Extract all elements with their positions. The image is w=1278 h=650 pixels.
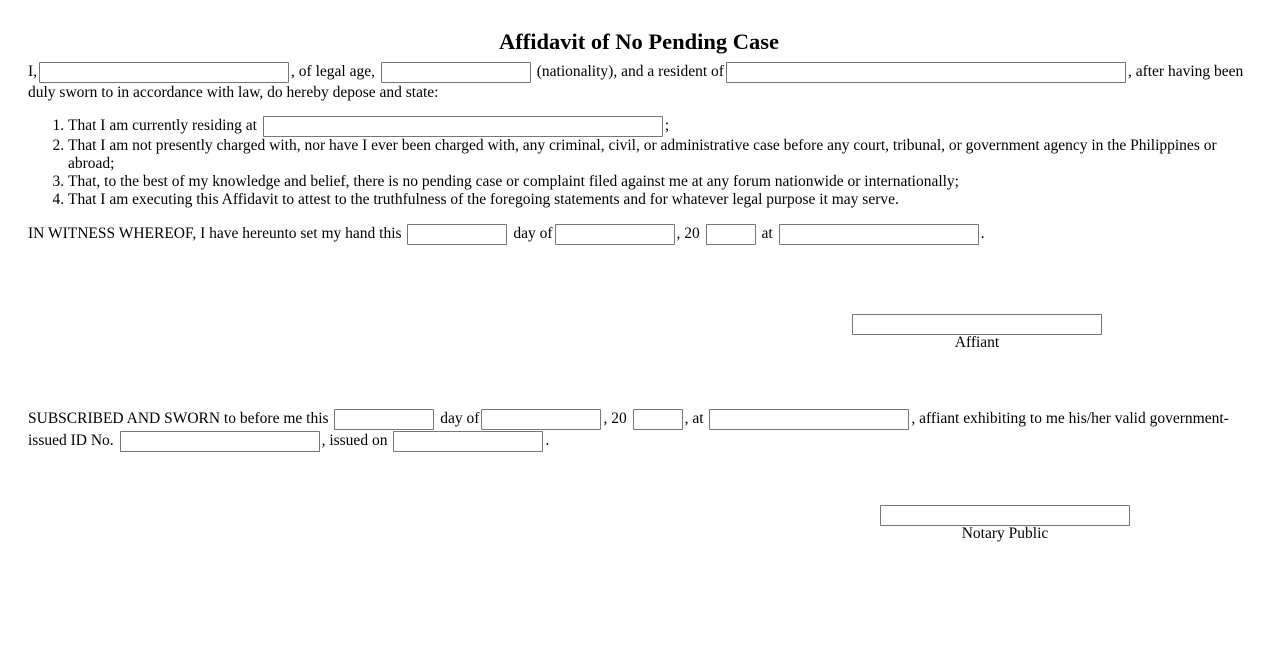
witness-paragraph xyxy=(28,224,1250,245)
sworn-after-place: , affiant exhibiting to me his/her valid government-issued ID No. xyxy=(28,410,1229,449)
notary-label: Notary Public xyxy=(961,525,1049,542)
sworn-year-prefix: , 20 xyxy=(603,410,627,427)
sworn-at: , at xyxy=(684,410,704,427)
sworn-place-input[interactable] xyxy=(709,409,909,430)
statement-item-3: 3. That, to the best of my knowledge and belief, there is no pending case or complaint filed against me at any forum nationwide or internationally; xyxy=(68,173,1250,191)
witness-year-input[interactable] xyxy=(706,224,756,245)
witness-day-input[interactable] xyxy=(407,224,507,245)
intro-paragraph xyxy=(28,62,1250,103)
sworn-day-input[interactable] xyxy=(334,409,434,430)
witness-prefix: IN WITNESS WHEREOF, I have hereunto set my hand this xyxy=(28,225,402,243)
sworn-prefix: SUBSCRIBED AND SWORN to before me this xyxy=(28,410,329,427)
nationality-input[interactable] xyxy=(381,62,531,83)
sworn-end: . xyxy=(545,431,550,449)
name-input[interactable] xyxy=(39,62,289,83)
current-address-input[interactable] xyxy=(263,116,663,137)
affiant-signature-input[interactable] xyxy=(852,314,1102,335)
sworn-issued-on: , issued on xyxy=(321,431,388,449)
witness-at: at xyxy=(761,225,773,243)
witness-day-of: day of xyxy=(513,225,553,243)
residence-input[interactable] xyxy=(726,62,1126,83)
sworn-paragraph xyxy=(28,408,1250,452)
witness-year-prefix: , 20 xyxy=(676,225,700,243)
intro-prefix: I, xyxy=(28,63,38,81)
statement-1-suffix: ; xyxy=(664,117,670,135)
statement-1-prefix: That I am currently residing at xyxy=(68,117,257,135)
intro-after-residence: , after having been duly sworn to in accordance with law, do hereby depose and state: xyxy=(28,63,1244,101)
sworn-month-input[interactable] xyxy=(481,409,601,430)
notary-signature-input[interactable] xyxy=(880,505,1130,526)
intro-after-nationality: (nationality), and a resident of xyxy=(536,63,724,81)
affiant-signature-block xyxy=(852,314,1102,353)
statements-list xyxy=(28,116,1250,209)
intro-after-name: , of legal age, xyxy=(291,63,375,81)
page-title: Affidavit of No Pending Case xyxy=(499,29,779,54)
sworn-day-of: day of xyxy=(440,410,480,427)
witness-end: . xyxy=(980,225,985,243)
statement-item-1 xyxy=(68,116,1250,137)
id-number-input[interactable] xyxy=(120,431,320,452)
affiant-label: Affiant xyxy=(954,334,1000,351)
statement-item-2: 2. That I am not presently charged with, nor have I ever been charged with, any criminal, civil, or administrative case before any court, tribunal, or government agency in the Philippines or abroad; xyxy=(68,137,1250,173)
witness-place-input[interactable] xyxy=(779,224,979,245)
notary-signature-block xyxy=(880,505,1130,544)
witness-month-input[interactable] xyxy=(555,224,675,245)
sworn-year-input[interactable] xyxy=(633,409,683,430)
statement-item-4: 4. That I am executing this Affidavit to attest to the truthfulness of the foregoing statements and for whatever legal purpose it may serve. xyxy=(68,191,1250,209)
id-issued-on-input[interactable] xyxy=(393,431,543,452)
